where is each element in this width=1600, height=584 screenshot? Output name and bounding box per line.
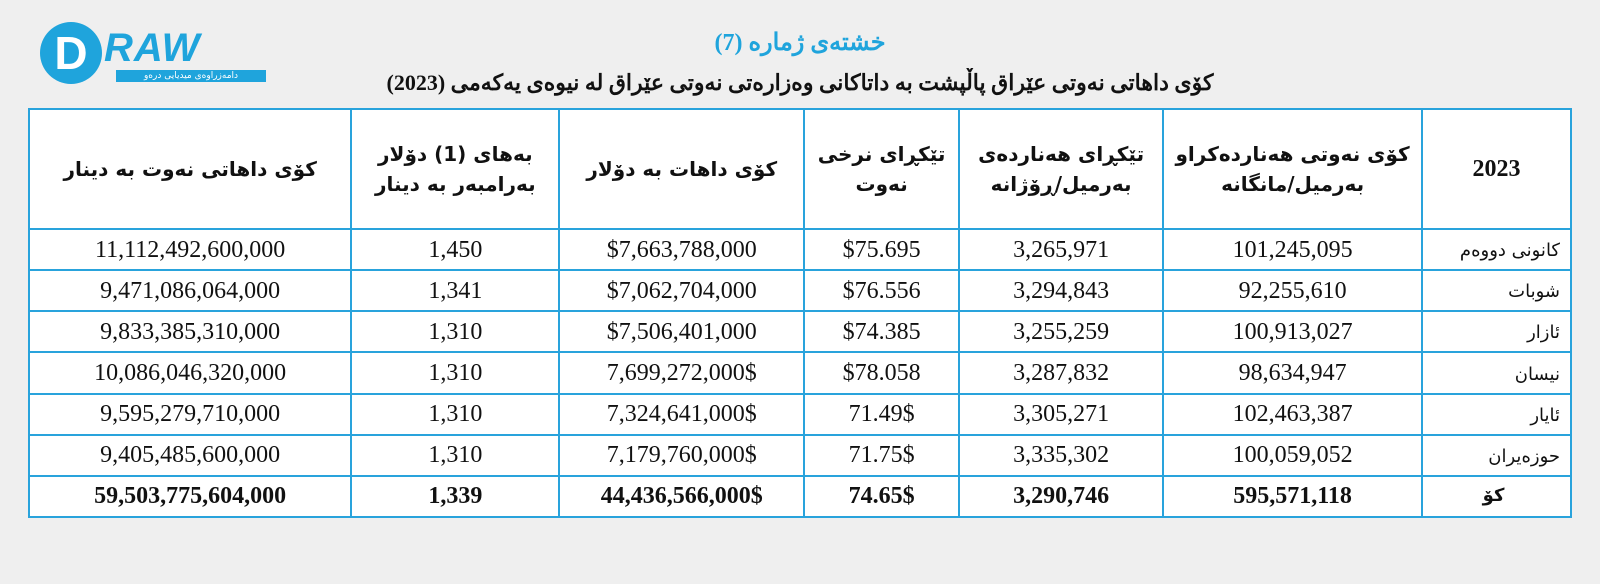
total-label: کۆ (1422, 476, 1571, 517)
month-cell: کانونی دووەم (1422, 229, 1571, 270)
total-iqd-cell: 9,405,485,600,000 (29, 435, 351, 476)
table-row (29, 311, 1571, 352)
month-cell: شوبات (1422, 270, 1571, 311)
oil-revenue-table (28, 108, 1572, 518)
logo-tagline: دامەزراوەی میدیایی درەو (116, 70, 266, 82)
exported-monthly-cell: 101,245,095 (1163, 229, 1422, 270)
avg-export-daily-cell: 3,265,971 (959, 229, 1163, 270)
header-exported-monthly: کۆی نەوتی هەناردەکراو بەرمیل/مانگانە (1163, 109, 1422, 229)
month-cell: نیسان (1422, 352, 1571, 393)
table-row (29, 270, 1571, 311)
total-iqd-cell: 9,833,385,310,000 (29, 311, 351, 352)
total-usd-rate: 1,339 (351, 476, 559, 517)
total-usd-cell: $7,663,788,000 (559, 229, 804, 270)
avg-price-cell: $78.058 (804, 352, 959, 393)
header-total-iqd: کۆی داهاتی نەوت بە دینار (29, 109, 351, 229)
month-cell: حوزەیران (1422, 435, 1571, 476)
avg-price-cell: $76.556 (804, 270, 959, 311)
avg-export-daily-cell: 3,294,843 (959, 270, 1163, 311)
usd-rate-cell: 1,310 (351, 435, 559, 476)
usd-rate-cell: 1,310 (351, 394, 559, 435)
table-row (29, 435, 1571, 476)
exported-monthly-cell: 92,255,610 (1163, 270, 1422, 311)
header-year: 2023 (1422, 109, 1571, 229)
table-row (29, 229, 1571, 270)
avg-export-daily-cell: 3,287,832 (959, 352, 1163, 393)
table-row (29, 352, 1571, 393)
header-avg-price: تێکڕای نرخی نەوت (804, 109, 959, 229)
header-total-usd: کۆی داهات بە دۆلار (559, 109, 804, 229)
month-cell: ئازار (1422, 311, 1571, 352)
total-row (29, 476, 1571, 517)
table-title: کۆی داهاتی نەوتی عێراق پاڵپشت بە داتاکانی وەزارەتی نەوتی عێراق لە نیوەی یەکەمی (2023) (386, 70, 1214, 95)
avg-price-cell: $74.385 (804, 311, 959, 352)
usd-rate-cell: 1,341 (351, 270, 559, 311)
total-total-usd: 44,436,566,000$ (559, 476, 804, 517)
month-cell: ئایار (1422, 394, 1571, 435)
total-iqd-cell: 10,086,046,320,000 (29, 352, 351, 393)
table-row (29, 394, 1571, 435)
total-usd-cell: 7,179,760,000$ (559, 435, 804, 476)
usd-rate-cell: 1,310 (351, 311, 559, 352)
avg-export-daily-cell: 3,305,271 (959, 394, 1163, 435)
total-exported-monthly: 595,571,118 (1163, 476, 1422, 517)
usd-rate-cell: 1,450 (351, 229, 559, 270)
avg-export-daily-cell: 3,335,302 (959, 435, 1163, 476)
total-usd-cell: 7,324,641,000$ (559, 394, 804, 435)
table-number: خشتەی ژمارە (7) (714, 30, 886, 56)
total-usd-cell: $7,506,401,000 (559, 311, 804, 352)
exported-monthly-cell: 100,913,027 (1163, 311, 1422, 352)
avg-export-daily-cell: 3,255,259 (959, 311, 1163, 352)
exported-monthly-cell: 98,634,947 (1163, 352, 1422, 393)
avg-price-cell: 71.75$ (804, 435, 959, 476)
logo-mark: D (40, 22, 102, 84)
header-usd-rate: بەهای (1) دۆلار بەرامبەر بە دینار (351, 109, 559, 229)
total-usd-cell: $7,062,704,000 (559, 270, 804, 311)
header-avg-export-daily: تێکڕای هەناردەی بەرمیل/ڕۆژانە (959, 109, 1163, 229)
total-usd-cell: 7,699,272,000$ (559, 352, 804, 393)
avg-price-cell: $75.695 (804, 229, 959, 270)
total-iqd-cell: 9,595,279,710,000 (29, 394, 351, 435)
avg-price-cell: 71.49$ (804, 394, 959, 435)
logo-wordmark: RAW (104, 26, 201, 70)
total-avg-price: 74.65$ (804, 476, 959, 517)
usd-rate-cell: 1,310 (351, 352, 559, 393)
total-avg-export-daily: 3,290,746 (959, 476, 1163, 517)
exported-monthly-cell: 102,463,387 (1163, 394, 1422, 435)
header-row (29, 109, 1571, 229)
exported-monthly-cell: 100,059,052 (1163, 435, 1422, 476)
total-total-iqd: 59,503,775,604,000 (29, 476, 351, 517)
total-iqd-cell: 11,112,492,600,000 (29, 229, 351, 270)
total-iqd-cell: 9,471,086,064,000 (29, 270, 351, 311)
